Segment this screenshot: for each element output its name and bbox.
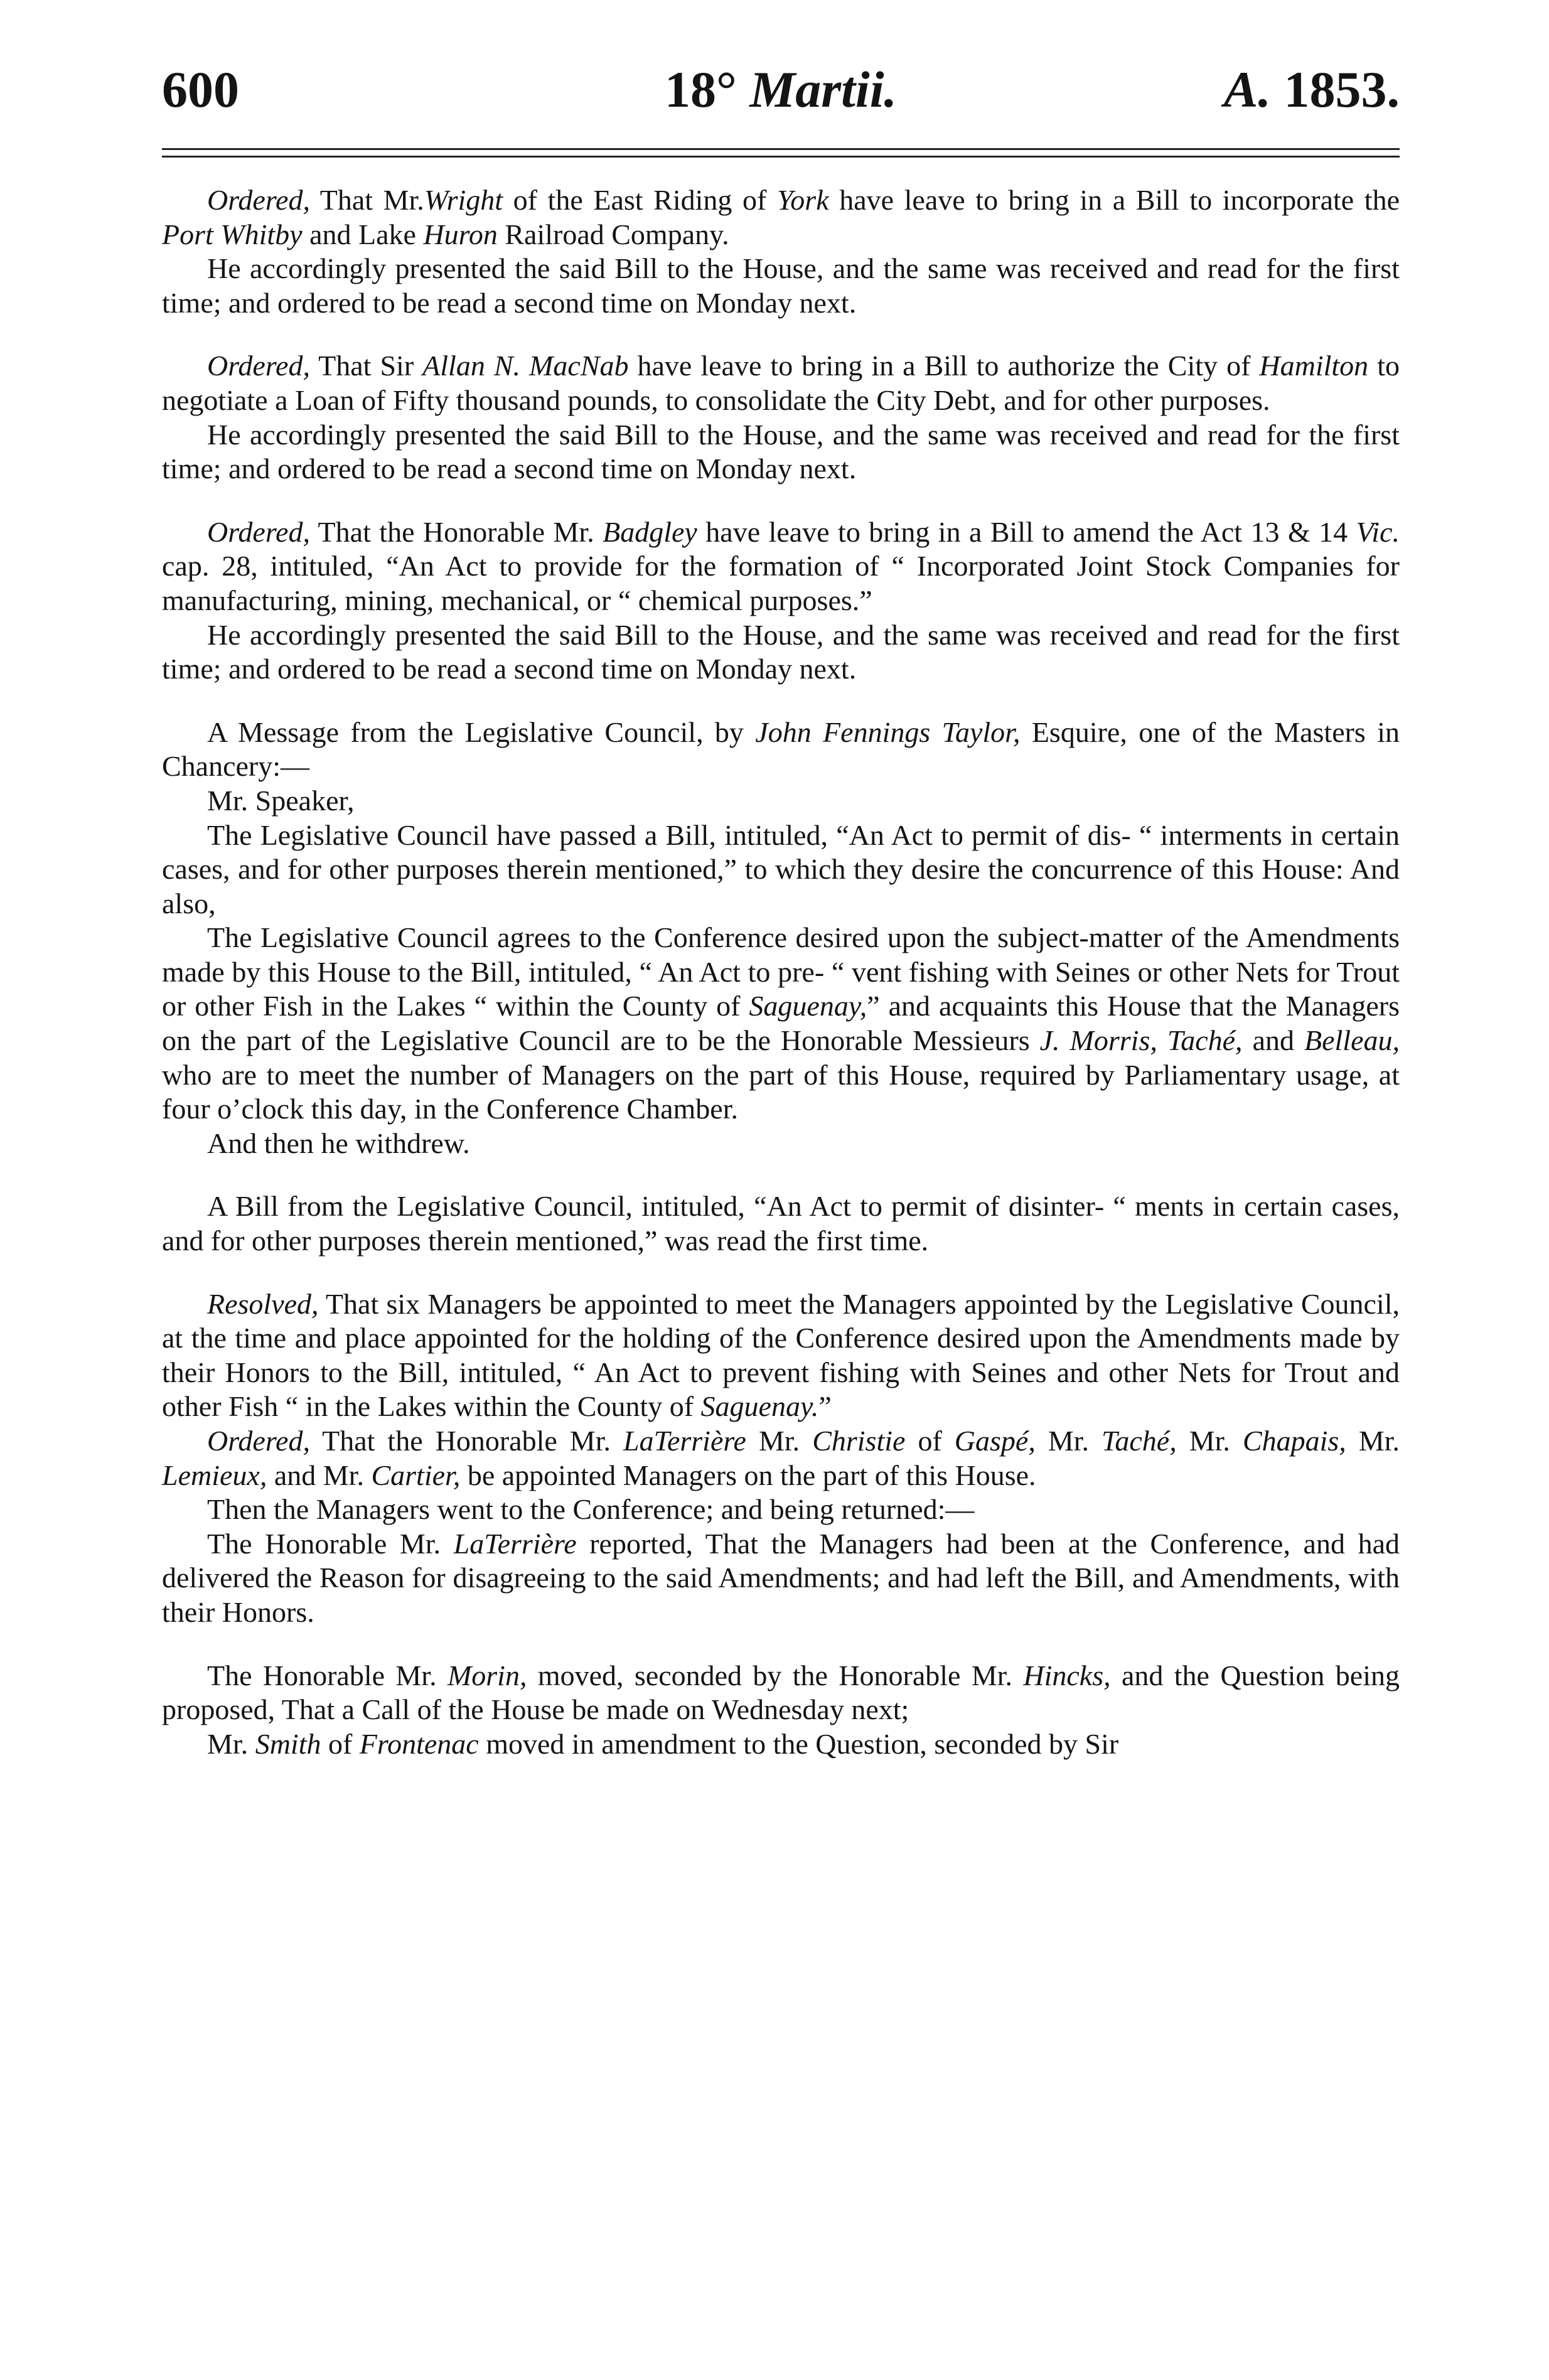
journal-body bbox=[162, 183, 1400, 1761]
paragraph bbox=[162, 618, 1400, 687]
paragraph bbox=[162, 1127, 1400, 1161]
paragraph bbox=[162, 418, 1400, 486]
italic-text: Badgley bbox=[603, 515, 697, 548]
header-rule-lower bbox=[162, 156, 1400, 158]
text-run: Mr. bbox=[1346, 1425, 1400, 1457]
text-run: That the Honorable Mr. bbox=[309, 515, 603, 548]
paragraph bbox=[162, 784, 1400, 818]
italic-text: Resolved, bbox=[207, 1287, 319, 1320]
paragraph bbox=[162, 1424, 1400, 1493]
text-run: Mr. bbox=[746, 1425, 813, 1457]
italic-text: Ordered, bbox=[207, 184, 310, 216]
text-run: He accordingly presented the said Bill to the House, and the same was received and read for the first time; and ordered to be read a second time on Monday next. bbox=[162, 418, 1400, 485]
italic-text: Allan N. MacNab bbox=[422, 350, 629, 382]
text-run: cap. 28, intituled, “An Act to provide for the formation of “ Incorporated Joint Stock Companies for manufacturing, mining, mechanical, or “ chemical purposes.” bbox=[162, 550, 1400, 616]
header-year-number: 1853. bbox=[1271, 61, 1400, 118]
italic-text: Ordered, bbox=[207, 515, 310, 548]
italic-text: Lemieux, bbox=[162, 1459, 267, 1491]
paragraph bbox=[162, 349, 1400, 417]
text-run: of the East Riding of bbox=[503, 184, 777, 216]
text-run: He accordingly presented the said Bill to the House, and the same was received and read for the first time; and ordered to be read a second time on Monday next. bbox=[162, 618, 1400, 685]
text-run: Railroad Company. bbox=[497, 218, 729, 250]
italic-text: Port Whitby bbox=[162, 218, 303, 250]
italic-text: John Fennings Taylor, bbox=[755, 716, 1021, 748]
text-run: That Sir bbox=[309, 350, 423, 382]
text-run: He accordingly presented the said Bill to the House, and the same was received and read for the first time; and ordered to be read a second time on Monday next. bbox=[162, 252, 1400, 319]
italic-text: Saguenay, bbox=[749, 990, 867, 1022]
text-run: moved, seconded by the Honorable Mr. bbox=[527, 1659, 1024, 1691]
header-date-month: Martii. bbox=[749, 61, 897, 118]
page-header bbox=[162, 60, 1400, 123]
italic-text: Morin, bbox=[447, 1659, 527, 1691]
italic-text: Chapais, bbox=[1242, 1425, 1346, 1457]
italic-text: Smith bbox=[255, 1727, 321, 1760]
header-rule-upper bbox=[162, 148, 1400, 150]
paragraph bbox=[162, 252, 1400, 320]
header-date-day: 18° bbox=[665, 61, 750, 118]
paragraph bbox=[162, 1727, 1400, 1762]
text-run: have leave to bring in a Bill to amend the Act 13 & 14 bbox=[697, 515, 1356, 548]
text-run: of bbox=[905, 1425, 955, 1457]
paragraph bbox=[162, 818, 1400, 921]
text-run: And then he withdrew. bbox=[207, 1127, 470, 1159]
text-run: who are to meet the number of Managers on the part of this House, required by Parliamentary usage, at four o’clock this day, in the Conference Chamber. bbox=[162, 1058, 1400, 1125]
text-run: reported, That the Managers had been at the Conference, and had delivered the Reason for disagreeing to the said Amendments; and had left the Bill, and Amendments, with their Honors. bbox=[162, 1527, 1400, 1628]
text-run: Then the Managers went to the Conference; and being returned:— bbox=[207, 1493, 975, 1526]
text-run: Mr. bbox=[207, 1727, 255, 1760]
paragraph bbox=[162, 921, 1400, 1127]
italic-text: Taché, bbox=[1101, 1425, 1177, 1457]
text-run: and bbox=[1242, 1024, 1304, 1057]
text-run: ” and acquaints this House that the Managers on the part of the Legislative Council are to be the Honorable Messieurs bbox=[162, 990, 1400, 1057]
header-year bbox=[1224, 60, 1400, 119]
header-year-prefix: A. bbox=[1223, 61, 1271, 118]
text-run: That Mr. bbox=[309, 184, 424, 216]
page-number: 600 bbox=[162, 61, 239, 118]
italic-text: York bbox=[776, 184, 829, 216]
text-run: Mr. Speaker, bbox=[207, 784, 355, 817]
text-run: be appointed Managers on the part of this House. bbox=[460, 1459, 1036, 1491]
text-run: A Message from the Legislative Council, by bbox=[207, 716, 756, 748]
text-run: and the Question being proposed, That a Call of the House be made on Wednesday next; bbox=[162, 1659, 1400, 1726]
text-run: have leave to bring in a Bill to incorporate the bbox=[828, 184, 1400, 216]
text-run: Mr. bbox=[1035, 1425, 1102, 1457]
text-run: That the Honorable Mr. bbox=[309, 1425, 623, 1457]
italic-text: Saguenay. bbox=[700, 1390, 819, 1423]
text-run: That six Managers be appointed to meet the Managers appointed by the Legislative Council, at the time and place appointed for the holding of the Conference desired upon the Amendments made by their Honors to the Bill, intituled, “ An Act to prevent fishing with Seines and other Nets for Trout and other Fish “ in the Lakes within the County of bbox=[162, 1287, 1400, 1423]
italic-text: Gaspé, bbox=[954, 1425, 1036, 1457]
italic-text: Christie bbox=[812, 1425, 906, 1457]
italic-text: Hincks, bbox=[1023, 1659, 1111, 1691]
paragraph bbox=[162, 716, 1400, 784]
text-run: and Lake bbox=[302, 218, 424, 250]
italic-text: Huron bbox=[423, 218, 498, 250]
text-run: A Bill from the Legislative Council, intituled, “An Act to permit of disinter- “ ments in certain cases, and for other purposes therein mentioned,” was read the first time. bbox=[162, 1190, 1400, 1257]
italic-text: Vic. bbox=[1356, 515, 1400, 548]
text-run: The Legislative Council have passed a Bill, intituled, “An Act to permit of dis- “ interments in certain cases, and for other purposes therein mentioned,” to which they desire the concurrence of this House: And also, bbox=[162, 818, 1400, 919]
paragraph bbox=[162, 1659, 1400, 1727]
header-date bbox=[162, 60, 1400, 119]
italic-text: Ordered, bbox=[207, 1425, 310, 1457]
italic-text: J. Morris, Taché, bbox=[1039, 1024, 1243, 1057]
italic-text: LaTerrière bbox=[623, 1425, 746, 1457]
text-run: and Mr. bbox=[267, 1459, 372, 1491]
text-run: Esquire, one of the Masters in Chancery:— bbox=[162, 716, 1400, 783]
text-run: moved in amendment to the Question, seconded by Sir bbox=[478, 1727, 1119, 1760]
text-run: The Honorable Mr. bbox=[207, 1527, 454, 1560]
text-run: ” bbox=[818, 1390, 832, 1423]
text-run: Mr. bbox=[1176, 1425, 1243, 1457]
italic-text: Frontenac bbox=[359, 1727, 479, 1760]
paragraph bbox=[162, 1527, 1400, 1630]
paragraph bbox=[162, 183, 1400, 252]
italic-text: Hamilton bbox=[1259, 350, 1369, 382]
text-run: have leave to bring in a Bill to authorize the City of bbox=[628, 350, 1260, 382]
italic-text: Cartier, bbox=[371, 1459, 461, 1491]
italic-text: Wright bbox=[424, 184, 503, 216]
text-run: The Honorable Mr. bbox=[207, 1659, 448, 1691]
italic-text: Ordered, bbox=[207, 350, 310, 382]
italic-text: Belleau, bbox=[1304, 1024, 1400, 1057]
italic-text: LaTerrière bbox=[453, 1527, 577, 1560]
paragraph bbox=[162, 1287, 1400, 1424]
text-run: to negotiate a Loan of Fifty thousand pounds, to consolidate the City Debt, and for other purposes. bbox=[162, 350, 1400, 416]
text-run: of bbox=[321, 1727, 360, 1760]
paragraph bbox=[162, 515, 1400, 618]
paragraph bbox=[162, 1493, 1400, 1527]
paragraph bbox=[162, 1189, 1400, 1258]
text-run: The Legislative Council agrees to the Conference desired upon the subject-matter of the Amendments made by this House to the Bill, intituled, “ An Act to pre- “ vent fishing with Seines or other Nets for Trout or other Fish in the Lakes “ within the County of bbox=[162, 921, 1400, 1022]
